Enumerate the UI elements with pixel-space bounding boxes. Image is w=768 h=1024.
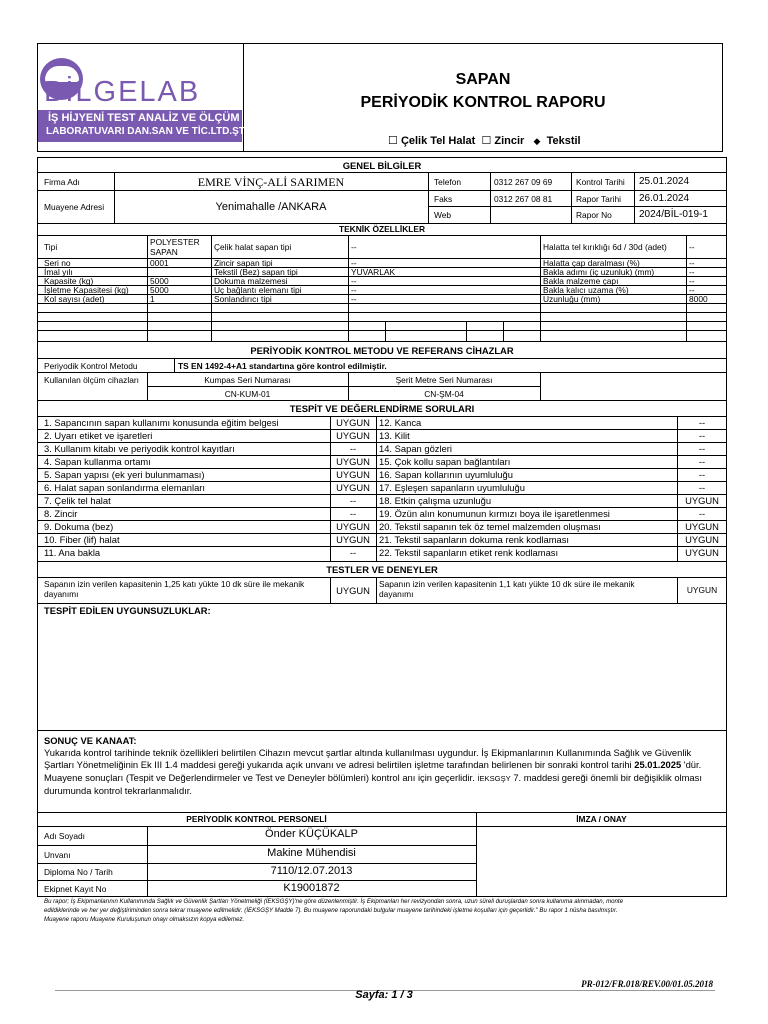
tech-v1: 1: [150, 294, 155, 304]
question-6: 6. Halat sapan sonlandırma elemanları: [44, 482, 206, 493]
personnel-heading: PERİYODİK KONTROL PERSONELİ: [186, 814, 327, 824]
firma-value: EMRE VİNÇ-ALİ SARIMEN: [197, 175, 345, 189]
question-22: 22. Tekstil sapanların etiket renk kodlaması: [379, 547, 559, 558]
section-questions: TESPİT VE DEĞERLENDİRME SORULARI: [289, 403, 475, 414]
question-9: 9. Dokuma (bez): [44, 521, 114, 532]
test-2-text: Sapanın izin verilen kapasitenin 1,1 katı yükte 10 dk süre ile mekanik dayanımı: [379, 579, 635, 599]
tech-l2: Çelik halat sapan tipi: [214, 242, 292, 252]
question-20: 20. Tekstil sapanın tek öz temel malzemden oluşması: [379, 521, 601, 532]
footer-note-3: Muayene raporu Muayene Kuruluşunun onayı olmaksızın kopya edilemez.: [44, 916, 245, 923]
metod-value: TS EN 1492-4+A1 standartına göre kontrol edilmiştir.: [178, 361, 387, 371]
personnel-label: Diploma No / Tarih: [44, 867, 113, 877]
type-tekstil: Tekstil: [546, 135, 581, 147]
question-4: 4. Sapan kullanma ortamı: [44, 456, 151, 467]
telefon-label: Telefon: [434, 177, 462, 187]
section-general: GENEL BİLGİLER: [342, 160, 422, 171]
answer-10: UYGUN: [336, 534, 370, 545]
question-11: 11. Ana bakla: [44, 547, 101, 558]
question-21: 21. Tekstil sapanların dokuma renk kodlaması: [379, 534, 570, 545]
diamond-check-icon: ◆: [533, 136, 541, 146]
question-7: 7. Çelik tel halat: [44, 495, 111, 506]
conclusion-line1: Yukarıda kontrol tarihinde teknik özellikleri belirtilen Cihazın mevcut şartlar altında kullanılması uygundur. İş Ekipmanlarının Kullanımında Sağlık ve Güvenlik: [44, 747, 692, 758]
test-1-text: Sapanın izin verilen kapasitenin 1,25 katı yükte 10 dk süre ile mekanik dayanımı: [44, 579, 305, 599]
signature-heading: İMZA / ONAY: [576, 814, 627, 824]
personnel-value: 7110/12.07.2013: [270, 865, 353, 877]
sling-type-selector: [388, 136, 581, 147]
tech-l2: Sonlandırıcı tipi: [214, 294, 272, 304]
tech-l1: İşletme Kapasitesi (kg): [44, 285, 129, 295]
tech-l1: Tipi: [44, 242, 58, 252]
logo-line2: LABORATUVARI DAN.SAN VE TİC.LTD.ŞTİ.: [46, 126, 251, 137]
adres-label: Muayene Adresi: [44, 202, 105, 212]
conclusion-line2-suffix: 'dür.: [683, 759, 702, 770]
question-18: 18. Etkin çalışma uzunluğu: [379, 495, 492, 506]
answer-1: UYGUN: [336, 417, 370, 428]
answer-17: --: [698, 482, 706, 493]
answer-20: UYGUN: [685, 521, 719, 532]
metre-value: CN-ŞM-04: [424, 389, 464, 399]
tech-v1: 5000: [150, 276, 169, 286]
tech-l1: Kapasite (kg): [44, 276, 94, 286]
tech-v3: 8000: [689, 294, 708, 304]
personnel-label: Unvanı: [44, 850, 71, 860]
document-code: PR-012/FR.018/REV.00/01.05.2018: [581, 979, 713, 989]
conclusion-line3: Muayene sonuçları (Tespit ve Değerlendirmeler ve Test ve Deneyler bölümleri) kontrol anı için geçerlidir.: [44, 772, 475, 783]
conclusion-heading: SONUÇ VE KANAAT:: [44, 735, 137, 746]
company-logo: [38, 58, 251, 142]
tech-v2: --: [351, 242, 357, 252]
metre-label: Şerit Metre Seri Numarası: [395, 375, 493, 385]
question-5: 5. Sapan yapısı (ek yeri bulunmaması): [44, 469, 205, 480]
tech-v3: --: [689, 267, 695, 277]
question-16: 16. Sapan kollarının uyumluluğu: [379, 469, 513, 480]
conclusion-line3-wrap: [44, 773, 702, 783]
answer-22: UYGUN: [685, 547, 719, 558]
conclusion-line3-end: 7. maddesi gereği önemli bir değişiklik olması: [513, 772, 702, 783]
adres-value: Yenimahalle /ANKARA: [215, 201, 327, 213]
answer-5: UYGUN: [336, 469, 370, 480]
tech-l3: Bakla malzeme çapı: [543, 276, 619, 286]
kumpas-label: Kumpas Seri Numarası: [204, 375, 291, 385]
question-17: 17. Eşleşen sapanların uyumluluğu: [379, 482, 525, 493]
tech-v1: 5000: [150, 285, 169, 295]
personnel-value: Önder KÜÇÜKALP: [265, 828, 358, 840]
tech-l2: Tekstil (Bez) sapan tipi: [214, 267, 298, 277]
tech-l1: Seri no: [44, 258, 71, 268]
section-tests: TESTLER VE DENEYLER: [326, 564, 438, 575]
section-method: PERİYODİK KONTROL METODU VE REFERANS CİHAZLAR: [250, 345, 514, 356]
nonconformities-heading: TESPİT EDİLEN UYGUNSUZLUKLAR:: [44, 605, 211, 616]
answer-7: --: [349, 495, 357, 506]
checkbox-icon: ☐: [388, 135, 398, 147]
answer-3: --: [349, 443, 357, 454]
faks-label: Faks: [434, 194, 453, 204]
footer-note-2: edildiklerinde ve her yer değiştiriminden sonra tekrar muayene edilmelidir. (İEKSGŞY Madde 7). Bu muayene raporundaki bulgular muayene tarihindeki işletme koşulları için geçerlidir." Bu rapor 1 nüsha basılmıştır.: [44, 907, 618, 914]
type-zincir: Zincir: [494, 135, 525, 147]
conclusion-line2: Şartları Yönetmeliğinin Ek III 1.4 maddesi gereği yukarıda açık unvanı ve adresi belirtilen işletme tarafından belirlenen bir sonraki kontrol tarihi: [44, 759, 632, 770]
kumpas-value: CN-KUM-01: [224, 389, 271, 399]
question-2: 2. Uyarı etiket ve işaretleri: [44, 430, 153, 441]
personnel-value: K19001872: [283, 882, 340, 894]
answer-19: --: [698, 508, 706, 519]
metod-label: Periyodik Kontrol Metodu: [44, 361, 138, 371]
page-title: SAPAN: [455, 71, 511, 88]
answer-4: UYGUN: [336, 456, 370, 467]
logo-line1: İŞ HİJYENİ TEST ANALİZ VE ÖLÇÜM: [48, 112, 240, 124]
conclusion-line2-wrap: [44, 760, 701, 769]
answer-2: UYGUN: [336, 430, 370, 441]
conclusion-line3-ref: İEKSGŞY: [477, 774, 511, 783]
personnel-label: Adı Soyadı: [44, 831, 85, 841]
conclusion-line4: durumunda kontrol tekrarlanmalıdır.: [44, 785, 192, 796]
page-number: Sayfa: 1 / 3: [355, 989, 413, 1001]
tech-l3: Halatta tel kırıklığı 6d / 30d (adet): [543, 242, 667, 252]
firma-label: Firma Adı: [44, 177, 80, 187]
tech-v2: --: [351, 285, 357, 295]
tech-v3: --: [689, 285, 695, 295]
tech-v2: --: [351, 294, 357, 304]
answer-12: --: [698, 417, 706, 428]
tech-v3: --: [689, 276, 695, 286]
faks-value: 0312 267 08 81: [494, 194, 553, 204]
answer-18: UYGUN: [685, 495, 719, 506]
next-control-date: 25.01.2025: [634, 759, 682, 770]
answer-16: --: [698, 469, 706, 480]
answer-6: UYGUN: [336, 482, 370, 493]
personnel-value: Makine Mühendisi: [267, 847, 356, 859]
answer-9: UYGUN: [336, 521, 370, 532]
telefon-value: 0312 267 09 69: [494, 177, 553, 187]
tech-l3: Bakla adımı (iç uzunluk) (mm): [543, 267, 655, 277]
question-15: 15. Çok kollu sapan bağlantıları: [379, 456, 511, 467]
tech-v2: --: [351, 258, 357, 268]
tech-l3: Bakla kalıcı uzama (%): [543, 285, 629, 295]
tech-v3: --: [689, 258, 695, 268]
question-8: 8. Zincir: [44, 508, 78, 519]
question-12: 12. Kanca: [379, 417, 422, 428]
question-10: 10. Fiber (lif) halat: [44, 534, 120, 545]
tech-v2: --: [351, 276, 357, 286]
question-13: 13. Kilit: [379, 430, 410, 441]
footer-note-1: Bu rapor; İş Ekipmanlarının Kullanımında Sağlık ve Güvenlik Şartları Yönetmeliği (İEKSGŞY)'ne göre düzenlenmiştir. İş Ekipmanları her revizyondan sonra, uzun süreli duruşlardan sonra kullanıma alınmadan, monte: [44, 898, 624, 905]
answer-13: --: [698, 430, 706, 441]
question-19: 19. Özün alın konumunun kırmızı boya ile işaretlenmesi: [379, 508, 610, 519]
kontrol-tarihi-value: 25.01.2024: [639, 176, 690, 187]
section-tech: TEKNİK ÖZELLİKLER: [338, 224, 426, 234]
question-3: 3. Kullanım kitabı ve periyodik kontrol kayıtları: [44, 443, 235, 454]
test-1-value: UYGUN: [336, 585, 370, 596]
answer-21: UYGUN: [685, 534, 719, 545]
question-14: 14. Sapan gözleri: [379, 443, 452, 454]
kontrol-tarihi-label: Kontrol Tarihi: [576, 177, 625, 187]
tech-v1: 0001: [150, 258, 169, 268]
tech-l2: Uç bağlantı elemanı tipi: [214, 285, 302, 295]
page-subtitle: PERİYODİK KONTROL RAPORU: [360, 94, 606, 111]
tech-l3: Uzunluğu (mm): [543, 294, 601, 304]
tech-v2: YUVARLAK: [351, 267, 396, 277]
answer-8: --: [349, 508, 357, 519]
web-label: Web: [434, 210, 452, 220]
question-1: 1. Sapancının sapan kullanımı konusunda eğitim belgesi: [44, 417, 279, 428]
rapor-tarihi-label: Rapor Tarihi: [576, 194, 621, 204]
rapor-no-value: 2024/BİL-019-1: [639, 209, 708, 220]
rapor-no-label: Rapor No: [576, 210, 612, 220]
tech-l1: Kol sayısı (adet): [44, 294, 105, 304]
tech-v1: POLYESTER SAPAN: [150, 237, 200, 257]
tech-l2: Zincir sapan tipi: [214, 258, 273, 268]
answer-15: --: [698, 456, 706, 467]
tech-l1: İmal yılı: [44, 267, 73, 277]
answer-11: --: [349, 547, 357, 558]
tech-v3: --: [689, 242, 695, 252]
personnel-label: Ekipnet Kayıt No: [44, 884, 107, 894]
tech-l3: Halatta çap daralması (%): [543, 258, 640, 268]
cihaz-label: Kullanılan ölçüm cihazları: [44, 375, 139, 385]
tech-l2: Dokuma malzemesi: [214, 276, 288, 286]
logo-brand: BİLGELAB: [44, 76, 201, 108]
rapor-tarihi-value: 26.01.2024: [639, 193, 690, 204]
checkbox-icon: ☐: [481, 135, 492, 147]
test-2-value: UYGUN: [686, 585, 718, 595]
type-celik: Çelik Tel Halat: [400, 135, 476, 147]
answer-14: --: [698, 443, 706, 454]
